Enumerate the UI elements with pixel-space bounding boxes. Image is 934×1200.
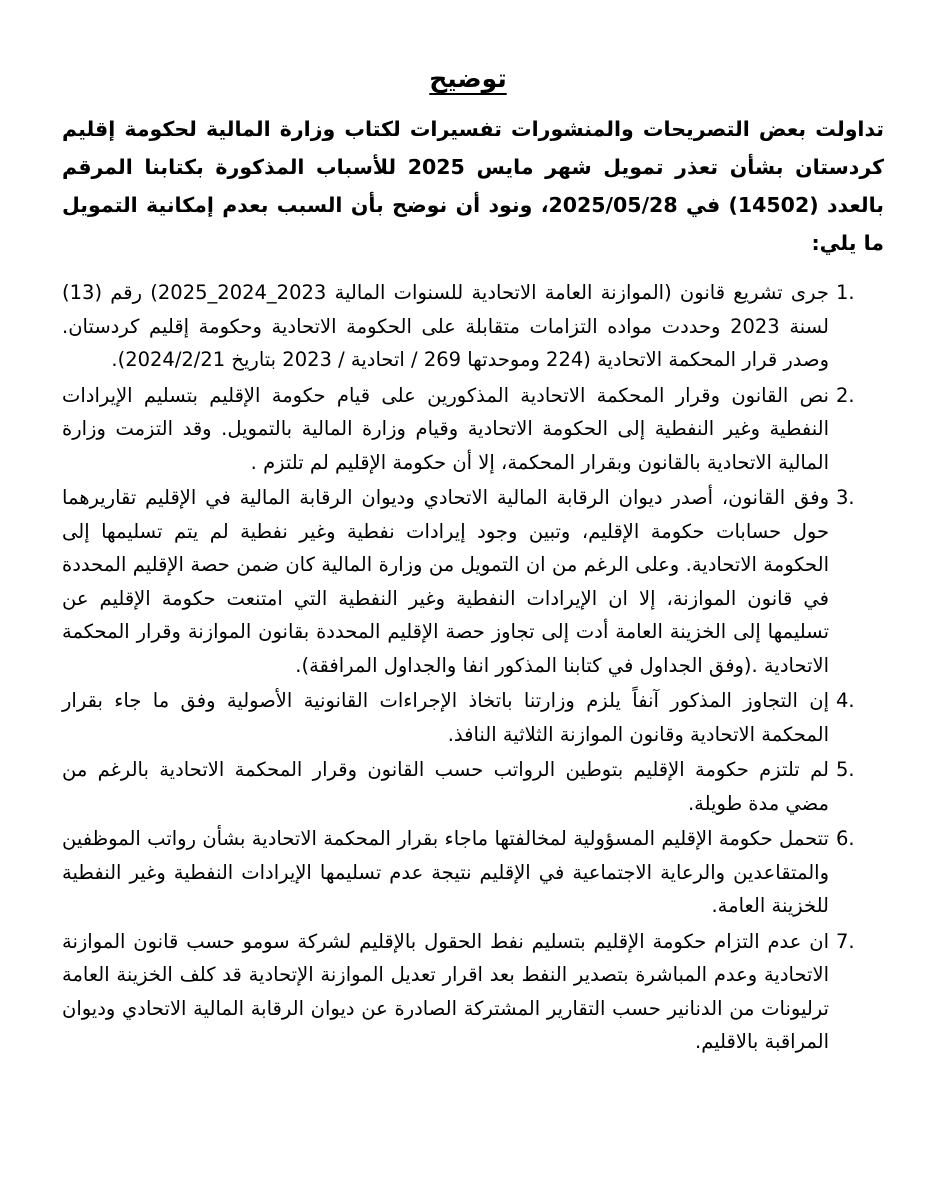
list-item	[62, 276, 874, 377]
list-item-text: جرى تشريع قانون (الموازنة العامة الاتحادية للسنوات المالية 2023_2024_2025) رقم (13) لسنة 2023 وحددت مواده التزامات متقابلة على الحكومة الاتحادية وحكومة إقليم كردستان. وصدر قرار المحكمة الاتحادية (224 وموحدتها 269 / اتحادية / 2023 بتاريخ 2024/2/21).	[62, 281, 830, 371]
document-title: توضيح	[429, 64, 507, 93]
list-item-number: 1.	[836, 281, 855, 304]
list-item-text: نص القانون وقرار المحكمة الاتحادية المذكورين على قيام حكومة الإقليم بتسليم الإيرادات النفطية وغير النفطية إلى الحكومة الاتحادية وقيام وزارة المالية بالتمويل. وقد التزمت وزارة المالية الاتحادية بالقانون وبقرار المحكمة، إلا أن حكومة الإقليم لم تلتزم .	[62, 383, 829, 474]
list-item-number: 5.	[836, 758, 855, 781]
numbered-list	[62, 276, 874, 1059]
list-item	[62, 684, 874, 751]
list-item-text: ان عدم التزام حكومة الإقليم بتسليم نفط الحقول بالإقليم لشركة سومو حسب قانون الموازنة الاتحادية وعدم المباشرة بتصدير النفط بعد اقرار تعديل الموازنة الإتحادية قد كلف الخزينة العامة ترليونات من الدنانير حسب التقارير المشتركة الصادرة عن ديوان الرقابة المالية الاتحادي وديوان المراقبة بالاقليم.	[62, 929, 829, 1053]
list-item	[62, 753, 874, 820]
list-item-text: إن التجاوز المذكور آنفاً يلزم وزارتنا باتخاذ الإجراءات القانونية الأصولية وفق ما جاء بقرار المحكمة الاتحادية وقانون الموازنة الثلاثية النافذ.	[62, 689, 829, 746]
list-item-text: تتحمل حكومة الإقليم المسؤولية لمخالفتها ماجاء بقرار المحكمة الاتحادية بشأن رواتب الموظفين والمتقاعدين والرعاية الاجتماعية في الإقليم نتيجة عدم تسليمها الإيرادات النفطية وغير النفطية للخزينة العامة.	[62, 827, 829, 917]
list-item-text: لم تلتزم حكومة الإقليم بتوطين الرواتب حسب القانون وقرار المحكمة الاتحادية بالرغم من مضي مدة طويلة.	[62, 758, 829, 815]
list-item-number: 2.	[836, 383, 855, 407]
list-item-number: 7.	[836, 929, 855, 953]
list-item-text: وفق القانون، أصدر ديوان الرقابة المالية الاتحادي وديوان الرقابة المالية في الإقليم تقاريرهما حول حسابات حكومة الإقليم، وتبين وجود إيرادات نفطية وغير نفطية لم يتم تسليمها إلى الحكومة الاتحادية. وعلى الرغم من ان التمويل من وزارة المالية كان ضمن حصة الإقليم المحددة في قانون الموازنة، إلا ان الإيرادات النفطية وغير النفطية التي امتنعت حكومة الإقليم عن تسليمها إلى الخزينة العامة أدت إلى تجاوز حصة الإقليم المحددة بقانون الموازنة وقرار المحكمة الاتحادية .(وفق الجداول في كتابنا المذكور انفا والجداول المرافقة).	[62, 486, 829, 677]
list-item-number: 3.	[836, 486, 855, 509]
list-item-number: 6.	[836, 827, 855, 850]
list-item	[62, 925, 874, 1059]
list-item	[62, 822, 874, 923]
intro-paragraph: تداولت بعض التصريحات والمنشورات تفسيرات لكتاب وزارة المالية لحكومة إقليم كردستان بشأن تعذر تمويل شهر مايس 2025 للأسباب المذكورة بكتابنا المرقم بالعدد (14502) في 2025/05/28، ونود أن نوضح بأن السبب بعدم إمكانية التمويل ما يلي:	[62, 117, 884, 255]
list-item	[62, 379, 874, 480]
list-item-number: 4.	[836, 689, 855, 712]
list-item	[62, 481, 874, 682]
